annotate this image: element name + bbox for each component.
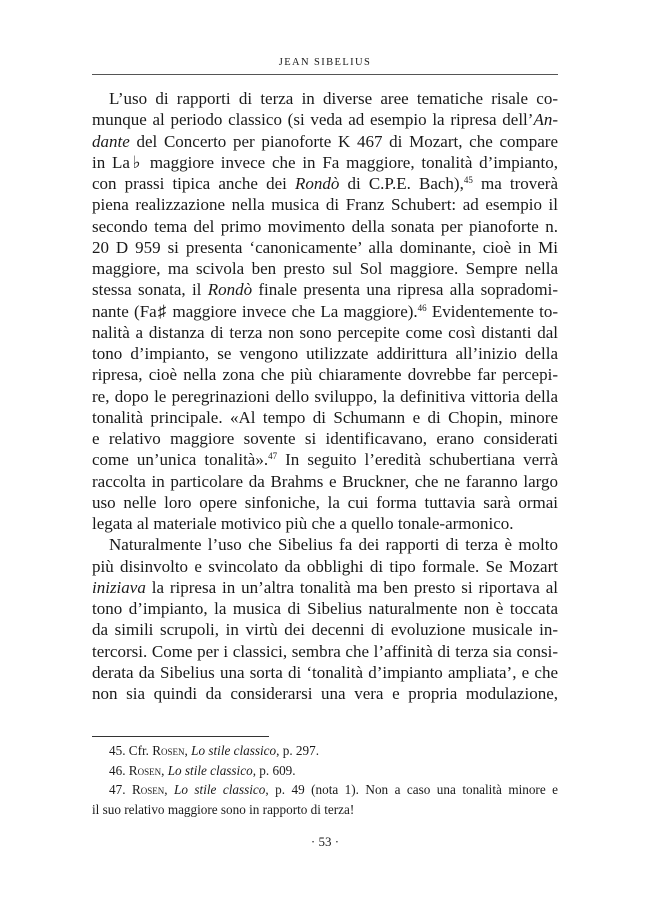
body-text [92,88,558,704]
text-line: tono d’impianto, la musica di Sibelius naturalmente non è toccata [92,599,558,618]
footnote-line: 47. Rosen, Lo stile classico, p. 49 (nota 1). Non a caso una tonalità minore e [109,782,558,798]
text-line: dante del Concerto per pianoforte K 467 di Mozart, che compare [92,131,558,151]
text-line: e relativo maggiore sovente si identificavano, erano considerati [92,429,558,448]
text-line: tono d’impianto, se vengono utilizzate addirittura all’inizio della [92,344,558,363]
text-line: tonalità principale. «Al tempo di Schumann e di Chopin, minore [92,407,558,427]
text-line: secondo tema del primo movimento della sonata per pianoforte n. [92,216,558,236]
text-line: derata da Sibelius una sorta di ‘tonalità d’impianto ampliata’, e che [92,662,558,682]
text-line: piena realizzazione nella musica di Franz Schubert: ad esempio il [92,195,558,215]
text-line: L’uso di rapporti di terza in diverse aree tematiche risale co- [109,89,558,108]
text-line: legata al materiale motivico più che a quello tonale-armonico. [92,514,514,533]
page-number: · 53 · [310,834,340,849]
text-line: stessa sonata, il Rondò finale presenta una ripresa alla sopradomi- [92,280,558,300]
text-line: maggiore, ma scivola ben presto sul Sol maggiore. Sempre nella [92,259,558,278]
text-line: 20 D 959 si presenta ‘canonicamente’ alla dominante, cioè in Mi [92,237,558,257]
text-line: non sia quindi da considerarsi una vera e propria modulazione, [92,684,558,703]
footnote-line: 46. Rosen, Lo stile classico, p. 609. [109,762,296,778]
text-line: nalità a distanza di terza non sono percepite come così distanti dal [92,322,558,342]
text-line: più disinvolto e svincolato da obblighi di tipo formale. Se Mozart [92,556,558,576]
header-rule [92,74,558,75]
footnote-line: il suo relativo maggiore sono in rapporto di terza! [92,801,355,817]
text-line: tercorsi. Come per i classici, sembra che l’affinità di terza sia consi- [92,641,558,661]
text-line: uso nelle loro opere sinfoniche, la cui forma tuttavia sarà ormai [92,492,558,512]
footnotes [92,741,558,819]
text-line: munque al periodo classico (si veda ad esempio la ripresa dell’An- [92,110,558,130]
text-line: Naturalmente l’uso che Sibelius fa dei rapporti di terza è molto [109,535,558,555]
footnote-line: 45. Cfr. Rosen, Lo stile classico, p. 297. [109,743,319,758]
text-line: raccolta in particolare da Brahms e Bruckner, che ne faranno largo [92,471,558,491]
running-head: JEAN SIBELIUS [278,57,372,68]
text-line: in La♭ maggiore invece che in Fa maggiore, tonalità d’impianto, [92,152,558,172]
text-line: ripresa, cioè nella zona che più chiaramente dovrebbe far percepi- [92,365,558,385]
text-line: iniziava la ripresa in un’altra tonalità ma ben presto si riportava al [92,577,558,597]
text-line: da simili scrupoli, in virtù dei decenni di evoluzione musicale in- [92,620,558,640]
text-line: come un’unica tonalità».$^{47}$ In seguito l’eredità schubertiana verrà [92,450,559,470]
footnote-rule [92,736,269,737]
text-line: con prassi tipica anche dei Rondò di C.P.E. Bach),$^{45}$ ma troverà [92,174,559,193]
text-line: re, dopo le peregrinazioni dello sviluppo, la definitiva vittoria della [92,386,558,406]
text-line: nante (Fa♯ maggiore invece che La maggiore).$^{46}$ Evidentemente to- [92,301,558,321]
